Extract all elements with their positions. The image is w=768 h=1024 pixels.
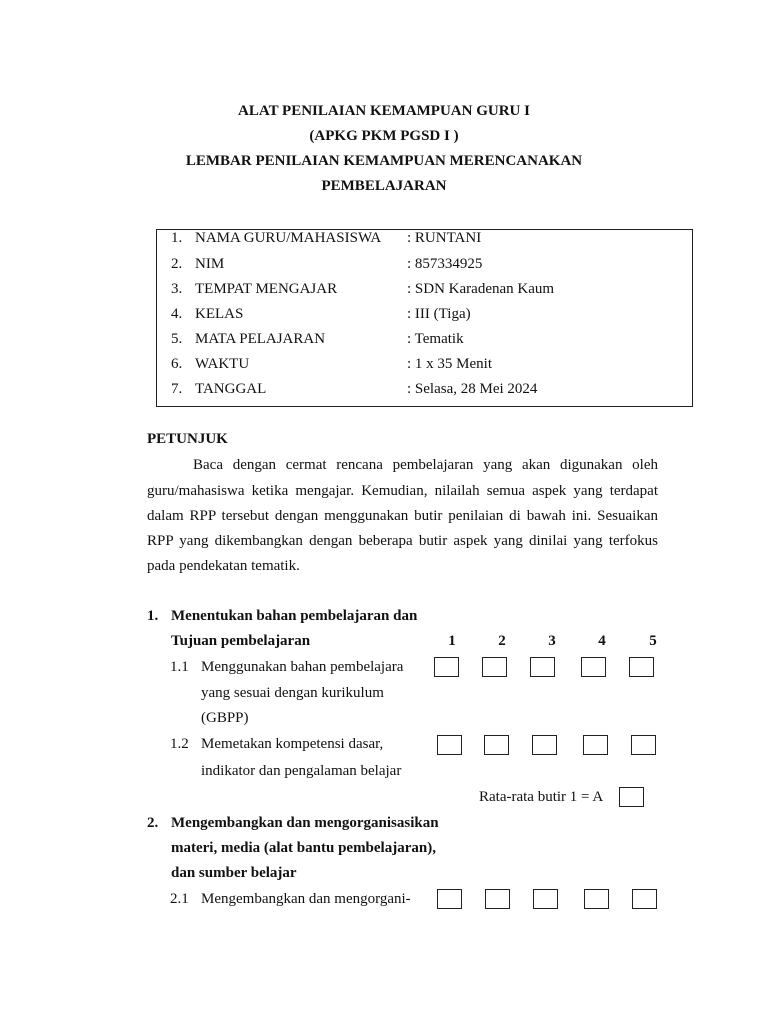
identity-value: : 1 x 35 Menit bbox=[407, 356, 492, 372]
item-1-1-text-line-1: Menggunakan bahan pembelajara bbox=[201, 659, 404, 675]
score-header-3: 3 bbox=[548, 633, 556, 649]
identity-label: TANGGAL bbox=[195, 381, 267, 397]
item-1-1-text-line-2: yang sesuai dengan kurikulum bbox=[201, 685, 384, 701]
identity-label: KELAS bbox=[195, 306, 244, 322]
identity-value: : III (Tiga) bbox=[407, 306, 471, 322]
identity-num: 2. bbox=[171, 256, 183, 272]
score-header-4: 4 bbox=[598, 633, 606, 649]
score-header-1: 1 bbox=[448, 633, 456, 649]
doc-title-line-3: LEMBAR PENILAIAN KEMAMPUAN MERENCANAKAN bbox=[185, 153, 583, 169]
score-checkbox-1-1-score-2[interactable] bbox=[482, 657, 507, 677]
section-2-title-line-3: dan sumber belajar bbox=[171, 865, 297, 881]
section-1-number: 1. bbox=[147, 608, 159, 624]
doc-title-line-1: ALAT PENILAIAN KEMAMPUAN GURU I bbox=[238, 103, 530, 119]
score-header-2: 2 bbox=[498, 633, 506, 649]
score-checkbox-1-2-score-4[interactable] bbox=[583, 735, 608, 755]
item-1-2-text-line-1: Memetakan kompetensi dasar, bbox=[201, 736, 384, 752]
doc-title-line-4: PEMBELAJARAN bbox=[321, 178, 447, 194]
doc-title-line-2: (APKG PKM PGSD I ) bbox=[309, 128, 459, 144]
score-checkbox-2-1-score-4[interactable] bbox=[584, 889, 609, 909]
section-1-title-line-1: Menentukan bahan pembelajaran dan bbox=[171, 608, 418, 624]
petunjuk-line-3: dalam RPP tersebut dengan menggunakan butir penilaian di bawah ini. Sesuaikan bbox=[147, 508, 658, 524]
petunjuk-line-2: guru/mahasiswa ketika mengajar. Kemudian, nilailah semua aspek yang terdapat bbox=[147, 483, 658, 499]
score-header-5: 5 bbox=[649, 633, 657, 649]
score-checkbox-1-2-score-5[interactable] bbox=[631, 735, 656, 755]
identity-num: 3. bbox=[171, 281, 183, 297]
average-label: Rata-rata butir 1 = A bbox=[479, 789, 604, 805]
item-1-1-text-line-3: (GBPP) bbox=[201, 710, 249, 726]
item-1-2-number: 1.2 bbox=[170, 736, 189, 752]
petunjuk-heading: PETUNJUK bbox=[147, 431, 228, 447]
score-checkbox-2-1-score-5[interactable] bbox=[632, 889, 657, 909]
score-checkbox-1-1-score-1[interactable] bbox=[434, 657, 459, 677]
petunjuk-line-1: Baca dengan cermat rencana pembelajaran yang akan digunakan oleh bbox=[193, 457, 658, 473]
item-1-1-number: 1.1 bbox=[170, 659, 189, 675]
section-2-number: 2. bbox=[147, 815, 159, 831]
identity-num: 1. bbox=[171, 230, 183, 246]
identity-value: : Selasa, 28 Mei 2024 bbox=[407, 381, 538, 397]
identity-value: : SDN Karadenan Kaum bbox=[407, 281, 555, 297]
score-checkbox-2-1-score-3[interactable] bbox=[533, 889, 558, 909]
identity-value: : 857334925 bbox=[407, 256, 483, 272]
item-1-2-text-line-2: indikator dan pengalaman belajar bbox=[201, 763, 402, 779]
item-2-1-number: 2.1 bbox=[170, 891, 189, 907]
score-checkbox-1-1-score-3[interactable] bbox=[530, 657, 555, 677]
identity-num: 4. bbox=[171, 306, 183, 322]
petunjuk-line-4: RPP yang dikembangkan dengan beberapa butir aspek yang dinilai yang terfokus bbox=[147, 533, 658, 549]
section-2-title-line-2: materi, media (alat bantu pembelajaran), bbox=[171, 840, 436, 856]
score-checkbox-2-1-score-2[interactable] bbox=[485, 889, 510, 909]
identity-label: MATA PELAJARAN bbox=[195, 331, 326, 347]
identity-label: TEMPAT MENGAJAR bbox=[195, 281, 338, 297]
identity-value: : RUNTANI bbox=[407, 230, 482, 246]
petunjuk-line-5: pada pendekatan tematik. bbox=[147, 558, 300, 574]
identity-num: 5. bbox=[171, 331, 183, 347]
score-checkbox-1-1-score-5[interactable] bbox=[629, 657, 654, 677]
section-1-title-line-2: Tujuan pembelajaran bbox=[171, 633, 311, 649]
identity-label: NIM bbox=[195, 256, 225, 272]
score-checkbox-1-2-score-1[interactable] bbox=[437, 735, 462, 755]
identity-num: 7. bbox=[171, 381, 183, 397]
score-checkbox-1-1-score-4[interactable] bbox=[581, 657, 606, 677]
score-checkbox-2-1-score-1[interactable] bbox=[437, 889, 462, 909]
identity-label: WAKTU bbox=[195, 356, 250, 372]
item-2-1-text-line-1: Mengembangkan dan mengorgani- bbox=[201, 891, 411, 907]
identity-value: : Tematik bbox=[407, 331, 464, 347]
score-checkbox-1-2-score-3[interactable] bbox=[532, 735, 557, 755]
identity-num: 6. bbox=[171, 356, 183, 372]
average-input-box[interactable] bbox=[619, 787, 644, 807]
score-checkbox-1-2-score-2[interactable] bbox=[484, 735, 509, 755]
section-2-title-line-1: Mengembangkan dan mengorganisasikan bbox=[171, 815, 439, 831]
identity-label: NAMA GURU/MAHASISWA bbox=[195, 230, 382, 246]
